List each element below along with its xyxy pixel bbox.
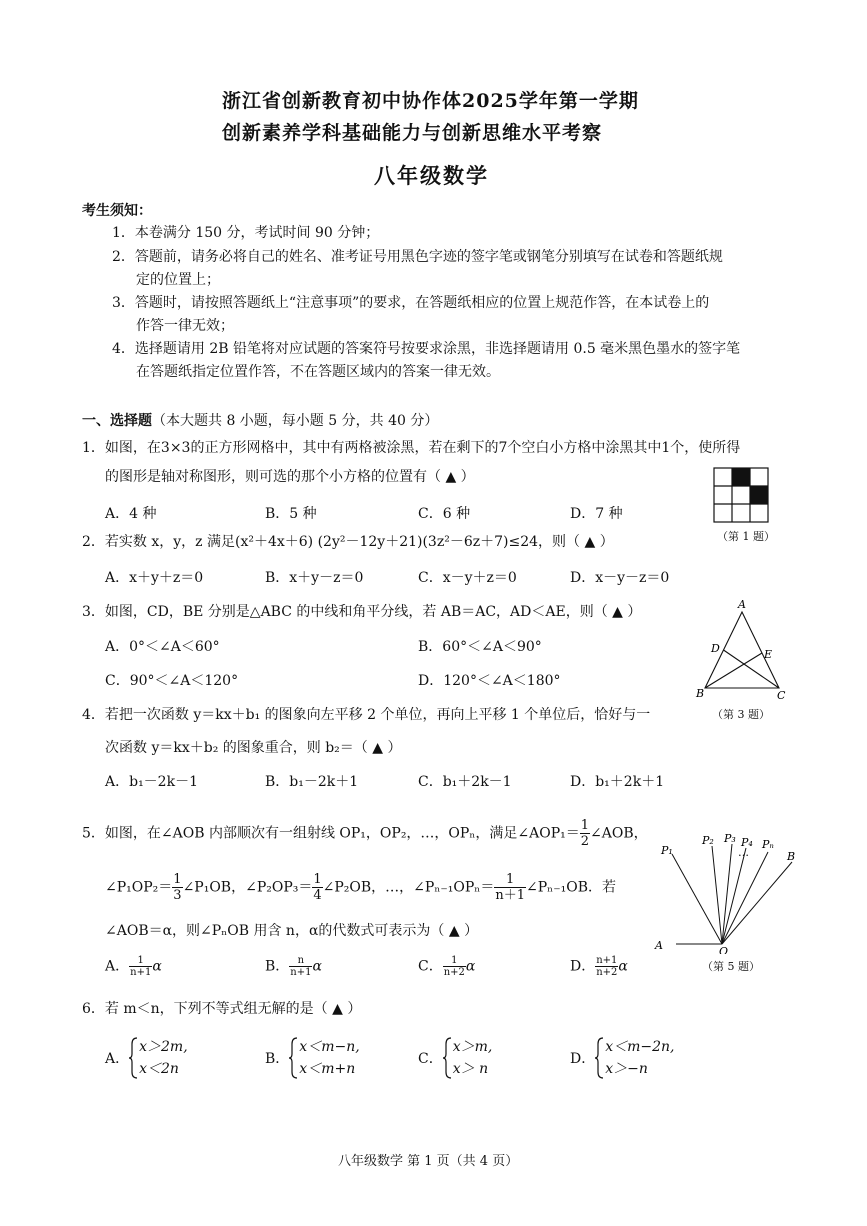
- opt-label: A．: [105, 1051, 130, 1067]
- q5-text: 5．如图，在∠AOB 内部顺次有一组射线 OP₁，OP₂，…，OPₙ，满足∠AOP₁＝: [82, 825, 580, 842]
- q3-caption: （第 3 题）: [712, 708, 770, 721]
- q4-option-b: B．b₁－2k＋1: [265, 774, 359, 790]
- q6-option-d: [570, 1036, 675, 1080]
- opt-tail: α: [312, 958, 322, 975]
- brace-icon: [129, 1036, 139, 1080]
- q5-stem-line2: [105, 872, 616, 903]
- q5-label-dots: …: [738, 846, 749, 859]
- q5-rays-figure: [652, 826, 802, 954]
- opt-label: A．: [105, 958, 130, 975]
- notice-item-4: [112, 338, 740, 358]
- q2-option-a: A．x＋y＋z＝0: [105, 570, 204, 586]
- opt-tail: α: [465, 958, 476, 975]
- q5-label-b: B: [787, 850, 796, 863]
- notice-num: 4．: [112, 341, 135, 357]
- notice-item-3: [112, 292, 709, 312]
- notice-text: 选择题请用 2B 铅笔将对应试题的答案符号按要求涂黑，非选择题请用 0.5 毫米黑色墨水的签字笔: [134, 341, 741, 357]
- q5-label-p4: P₄: [741, 836, 753, 849]
- exam-title-line2: 创新素养学科基础能力与创新思维水平考察: [222, 122, 603, 144]
- section-desc: （本大题共 8 小题，每小题 5 分，共 40 分）: [152, 413, 439, 429]
- notice-text: 答题前，请务必将自己的姓名、准考证号用黑色字迹的签字笔或钢笔分别填写在试卷和答题纸规: [134, 249, 723, 265]
- notice-heading: 考生须知：: [82, 203, 152, 219]
- q6-option-b: [265, 1036, 360, 1080]
- opt-tail: α: [618, 958, 628, 975]
- sys-line: x＜m+n: [299, 1061, 356, 1077]
- frac-den: 3: [173, 888, 182, 903]
- q4-option-c: C．b₁＋2k－1: [418, 774, 512, 790]
- q5-stem-line3: ∠AOB＝α，则∠PₙOB 用含 n，α的代数式可表示为（ ▲ ）: [105, 923, 479, 939]
- frac-num: 1: [494, 872, 526, 888]
- q5-text: ∠P₂OB，…，∠Pₙ₋₁OPₙ＝: [322, 879, 495, 896]
- q3-label-e: E: [764, 648, 773, 661]
- sys-line: x＞2m,: [139, 1039, 188, 1055]
- notice-text-cont: 作答一律无效；: [136, 318, 234, 334]
- q5-option-a: [105, 955, 162, 978]
- frac-num: 1: [173, 872, 182, 887]
- q5-frac-n1: [494, 872, 526, 903]
- q5-stem-line1: [82, 818, 648, 849]
- q5-label-o: O: [719, 945, 729, 954]
- q5-caption: （第 5 题）: [702, 960, 760, 973]
- q2-stem: 2．若实数 x，y，z 满足(x²＋4x＋6) (2y²－12y＋21)(3z²－6z＋7)≤24，则（ ▲ ）: [82, 534, 614, 550]
- q2-option-b: B．x＋y－z＝0: [265, 570, 364, 586]
- notice-num: 1．: [112, 225, 135, 241]
- brace-icon: [443, 1036, 453, 1080]
- sys-line: x＞ n: [452, 1061, 489, 1077]
- opt-system: [605, 1036, 674, 1080]
- q3-option-d: D．120°＜∠A＜180°: [418, 673, 561, 689]
- frac-num: n+1: [596, 955, 618, 966]
- q5-option-d: [570, 955, 628, 978]
- frac-den: 4: [313, 888, 322, 903]
- opt-frac: [289, 955, 312, 978]
- q3-label-b: B: [696, 687, 705, 700]
- q6-option-c: [418, 1036, 492, 1080]
- q6-stem: 6．若 m＜n，下列不等式组无解的是（ ▲ ）: [82, 1001, 362, 1017]
- subject-title: 八年级数学: [374, 163, 489, 188]
- sys-line: x＞−n: [605, 1061, 648, 1077]
- sys-line: x＜m−2n,: [605, 1039, 675, 1055]
- opt-frac: [443, 955, 466, 978]
- frac-den: n+1: [130, 967, 152, 978]
- q3-label-c: C: [777, 689, 786, 700]
- page-footer: 八年级数学 第 1 页（共 4 页）: [338, 1154, 519, 1169]
- q5-text: ∠P₁OP₂＝: [105, 879, 173, 896]
- q3-label-d: D: [711, 642, 720, 655]
- sys-line: x＞m,: [452, 1039, 493, 1055]
- q1-grid-figure: [712, 466, 770, 524]
- section-heading: [82, 410, 438, 430]
- brace-icon: [595, 1036, 605, 1080]
- q3-stem: 3．如图，CD，BE 分别是△ABC 的中线和角平分线，若 AB＝AC，AD＜AE，则（ ▲ ）: [82, 604, 642, 620]
- q3-triangle-figure: [695, 598, 790, 700]
- q5-frac-third: [172, 872, 182, 903]
- q5-label-p3: P₃: [724, 832, 736, 845]
- q2-option-d: D．x－y－z＝0: [570, 570, 670, 586]
- frac-num: 1: [443, 955, 466, 967]
- opt-label: D．: [570, 958, 596, 975]
- opt-label: D．: [570, 1051, 596, 1067]
- q5-text: ∠AOB，: [590, 825, 648, 842]
- q5-option-c: [418, 955, 475, 978]
- opt-system: [299, 1036, 359, 1080]
- frac-num: 1: [580, 818, 590, 833]
- q3-option-a: A．0°＜∠A＜60°: [105, 639, 220, 655]
- q2-option-c: C．x－y＋z＝0: [418, 570, 517, 586]
- q6-option-a: [105, 1036, 188, 1080]
- notice-text-cont: 定的位置上；: [136, 272, 220, 288]
- opt-system: [139, 1036, 188, 1080]
- q4-option-a: A．b₁－2k－1: [105, 774, 198, 790]
- q5-label-a: A: [655, 939, 663, 952]
- opt-system: [453, 1036, 493, 1080]
- opt-label: C．: [418, 958, 443, 975]
- frac-den: n+1: [290, 967, 312, 978]
- q5-text: ∠P₁OB，∠P₂OP₃＝: [182, 879, 313, 896]
- opt-tail: α: [152, 958, 162, 975]
- frac-num: 1: [313, 872, 322, 887]
- q1-option-b: B．5 种: [265, 506, 317, 522]
- q3-label-a: A: [738, 598, 746, 611]
- q1-stem-line2: 的图形是轴对称图形，则可选的那个小方格的位置有（ ▲ ）: [105, 469, 475, 485]
- q4-stem-line1: 4．若把一次函数 y＝kx＋b₁ 的图象向左平移 2 个单位，再向上平移 1 个单位后，恰好与一: [82, 707, 651, 723]
- frac-num: 1: [129, 955, 152, 967]
- q5-text: ∠Pₙ₋₁OB．若: [526, 879, 616, 896]
- q1-caption: （第 1 题）: [717, 530, 775, 543]
- frac-den: 2: [580, 834, 590, 849]
- notice-item-2: [112, 246, 723, 266]
- q5-frac-quarter: [312, 872, 322, 903]
- q3-option-c: C．90°＜∠A＜120°: [105, 673, 239, 689]
- q1-option-a: A．4 种: [105, 506, 157, 522]
- q5-option-b: [265, 955, 322, 978]
- opt-label: C．: [418, 1051, 443, 1067]
- sys-line: x＜2n: [139, 1061, 179, 1077]
- frac-den: n＋1: [495, 888, 526, 903]
- q4-stem-line2: 次函数 y＝kx＋b₂ 的图象重合，则 b₂＝（ ▲ ）: [105, 740, 402, 756]
- exam-title-line1: 浙江省创新教育初中协作体2025学年第一学期: [222, 90, 639, 112]
- section-title: 一、选择题: [82, 413, 152, 429]
- sys-line: x＜m−n,: [299, 1039, 360, 1055]
- notice-text: 本卷满分 150 分，考试时间 90 分钟；: [134, 225, 380, 241]
- notice-text: 答题时，请按照答题纸上“注意事项”的要求，在答题纸相应的位置上规范作答，在本试卷上的: [134, 295, 710, 311]
- frac-num: n: [289, 955, 312, 967]
- q5-label-p1: P₁: [661, 844, 673, 857]
- q5-label-pn: Pₙ: [762, 838, 774, 851]
- frac-den: n+2: [596, 967, 618, 978]
- notice-text-cont: 在答题纸指定位置作答，不在答题区域内的答案一律无效。: [136, 364, 500, 380]
- opt-frac: [129, 955, 152, 978]
- brace-icon: [289, 1036, 299, 1080]
- q1-option-d: D．7 种: [570, 506, 623, 522]
- q5-label-p2: P₂: [702, 834, 714, 847]
- frac-den: n+2: [443, 967, 465, 978]
- notice-num: 2．: [112, 249, 135, 265]
- q4-option-d: D．b₁＋2k＋1: [570, 774, 665, 790]
- q1-option-c: C．6 种: [418, 506, 471, 522]
- q5-frac-half: [580, 818, 590, 849]
- opt-frac: [595, 955, 618, 978]
- notice-num: 3．: [112, 295, 135, 311]
- opt-label: B．: [265, 1051, 290, 1067]
- q1-stem-line1: 1．如图，在3×3的正方形网格中，其中有两格被涂黑，若在剩下的7个空白小方格中涂黑其中1个，使所得: [82, 440, 741, 456]
- q3-option-b: B．60°＜∠A＜90°: [418, 639, 542, 655]
- opt-label: B．: [265, 958, 290, 975]
- notice-item-1: [112, 222, 379, 242]
